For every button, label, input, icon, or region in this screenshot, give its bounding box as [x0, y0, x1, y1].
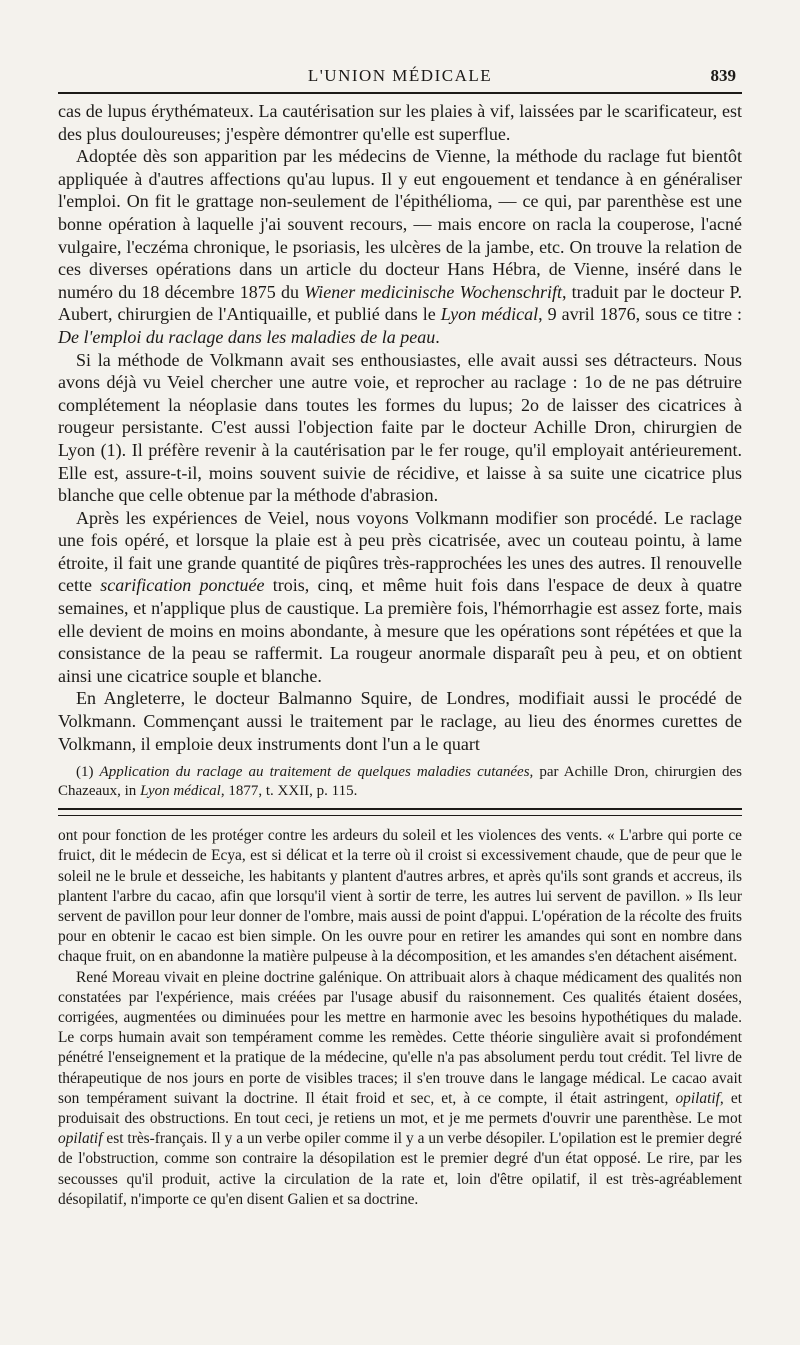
feuilleton-separator [58, 808, 742, 816]
feuilleton-paragraph-1: ont pour fonction de les protéger contre les ardeurs du soleil et les violences des vents. « L'arbre qui porte ce fruict, dit le médecin de Ecya, est si délicat et la terre où il croist si excessivement chaude, que de peur que le soleil ne le brule et desseiche, les habitants y plantent d'autres arbres, et après qu'ils sont grands et accreus, ils plantent l'arbre du cacao, afin que lorsqu'il vient à sortir de terre, les autres lui servent de pavillon. » Ils leur servent de pavillon pour leur donner de l'ombre, mais aussi de point d'appui. L'opération de la récolte des fruits pour en obtenir le cacao est bien simple. On les ouvre pour en retirer les amandes qui sont en nombre dans chaque fruit, on en abandonne la matière pulpeuse à la décomposition, et les amandes s'en détachent aisément. [58, 827, 742, 966]
footnote-title: Application du raclage au traitement de quelques maladies cutanées, [99, 764, 534, 781]
paragraph-5: En Angleterre, le docteur Balmanno Squire, de Londres, modifiait aussi le procédé de Volkmann. Commençant aussi le traitement par le raclage, au lieu des énormes curettes de Volkmann, il emploie deux instruments dont l'un a le quart [58, 688, 742, 754]
page-number: 839 [710, 66, 736, 85]
term-scarification: scarification ponctuée [100, 575, 265, 596]
running-header [58, 62, 742, 90]
header-rule [58, 92, 742, 94]
paragraph-3: Si la méthode de Volkmann avait ses enthousiastes, elle avait aussi ses détracteurs. Nous avons déjà vu Veiel chercher une autre voie, et reprocher au raclage : 1o de ne pas détruire complétement la néoplasie dans toutes les formes du lupus; 2o de laisser des cicatrices à rougeur persistante. C'est aussi l'objection faite par le docteur Achille Dron, chirurgien de Lyon (1). Il préfère revenir à la cautérisation par le fer rouge, qu'il employait antérieurement. Elle est, assure-t-il, moins souvent suivie de récidive, et laisse à sa suite une cicatrice plus blanche que celle obtenue par la méthode d'abrasion. [58, 349, 742, 506]
word-opilatif-2: opilatif [58, 1130, 103, 1148]
journal-name-wiener: Wiener medicinische Wochenschrift [304, 281, 562, 302]
feuilleton-paragraph-2: René Moreau vivait en pleine doctrine galénique. On attribuait alors à chaque médicament des qualités non constatées par l'expérience, mais créées par l'usage abusif du raisonnement. Ces qualités étaient dosées, corrigées, augmentées ou diminuées pour les mettre en harmonie avec les besoins hypothétiques du malade. Le corps humain avait son tempérament comme les remèdes. Cette théorie singulière avait si profondément pénétré l'enseignement et la pratique de la médecine, qu'elle n'a pas absolument perdu tout crédit. Tel livre de thérapeutique de nos jours en porte de visibles traces; il s'en trouve dans le langage médical. Le cacao avait son tempérament suivant la doctrine. Il était froid et sec, et, à ce compte, il était astringent, opilatif, et produisait des obstructions. En tout ceci, je retiens un mot, et je me permets d'ouvrir une parenthèse. Le mot opilatif est très-français. Il y a un verbe opiler comme il y a un verbe désopiler. L'opilation est le premier degré de l'obstruction, comme son contraire la désopilation est le premier degré d'un état opposé. Le rire, par les secousses qu'il produit, active la circulation de la rate et, loin d'être opilatif, il est très-agréablement désopilatif, n'importe ce qu'en disent Galien et sa doctrine. [58, 968, 742, 1208]
footnote: (1) Application du raclage au traitement de quelques maladies cutanées, par Achille Dron, chirurgien des Chazeaux, in Lyon médical, 1877, t. XXII, p. 115. [58, 764, 742, 799]
paragraph-2: Adoptée dès son apparition par les médecins de Vienne, la méthode du raclage fut bientôt appliquée à d'autres affections qu'au lupus. Il y eut engouement et tendance à en généraliser l'emploi. On fit le grattage non-seulement de l'épithélioma, — ce qui, par parenthèse est une bonne opération à laquelle j'ai souvent recours, — mais encore on racla la couperose, l'acné vulgaire, l'eczéma chronique, le psoriasis, les ulcères de la jambe, etc. On trouve la relation de ces diverses opérations dans un article du docteur Hans Hébra, de Vienne, inséré dans le numéro du 18 décembre 1875 du Wiener medicinische Wochenschrift, traduit par le docteur P. Aubert, chirurgien de l'Antiquaille, et publié dans le Lyon médical, 9 avril 1876, sous ce titre : De l'emploi du raclage dans les maladies de la peau. [58, 146, 743, 347]
feuilleton-section [58, 826, 742, 1210]
article-title: De l'emploi du raclage dans les maladies de la peau [58, 326, 436, 347]
word-opilatif-1: opilatif [675, 1089, 720, 1107]
main-article [58, 100, 742, 755]
paragraph-1: cas de lupus érythémateux. La cautérisation sur les plaies à vif, laissées par le scarificateur, est des plus douloureuses; j'espère démontrer qu'elle est superflue. [58, 101, 742, 144]
journal-title: L'UNION MÉDICALE [307, 66, 493, 85]
footnote-journal: Lyon médical [140, 782, 221, 799]
journal-name-lyon: Lyon médical [440, 304, 539, 325]
paragraph-4: Après les expériences de Veiel, nous voyons Volkmann modifier son procédé. Le raclage une fois opéré, et lorsque la plaie est à peu près cicatrisée, avec un couteau pointu, à lame étroite, il fait une grande quantité de piqûres très-rapprochées les unes des autres. Il renouvelle cette scarification ponctuée trois, cinq, et même huit fois dans l'espace de deux à quatre semaines, et n'applique plus de caustique. La première fois, l'hémorrhagie est assez forte, mais elle devient de moins en moins abondante, à mesure que les opérations sont répétées et que la consistance de la peau se raffermit. La rougeur anormale disparaît peu à peu, et on obtient ainsi une cicatrice souple et blanche. [58, 507, 742, 686]
